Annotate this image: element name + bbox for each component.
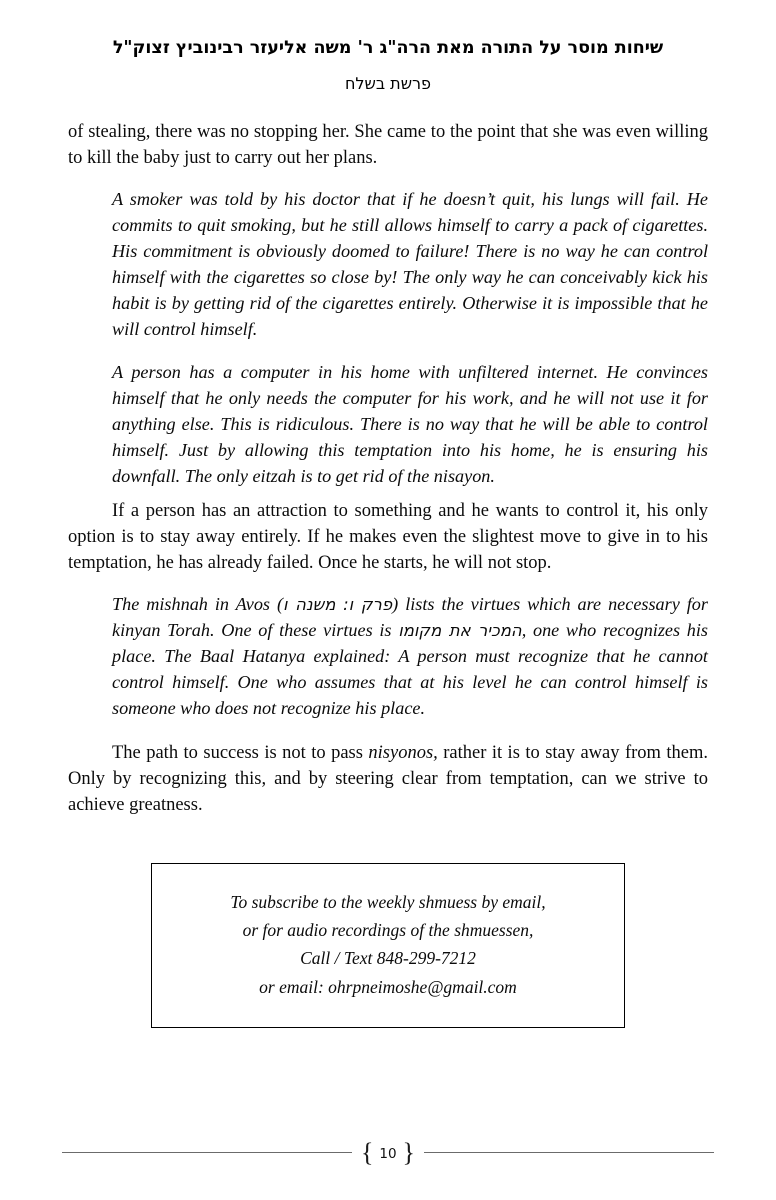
- quote-mishnah-part-c: , one who recognizes his place. The Baal Hatanya explained: A person must recognize that he cannot control himself. One who assumes that at his level he can control himself is someone who does not recognize his place.: [112, 620, 708, 718]
- page-number: 10: [379, 1146, 397, 1162]
- page-number-group: [0, 1138, 776, 1168]
- brace-left-icon: {: [361, 1138, 374, 1167]
- paragraph-opening: of stealing, there was no stopping her. She came to the point that she was even willing to kill the baby just to carry out her plans.: [68, 121, 708, 169]
- conclusion-part-b: rather it is to stay away from them. Only by recognizing this, and by steering clear from temptation, can we strive to achieve greatness.: [68, 742, 708, 816]
- conclusion-part-a: The path to success is not to pass: [112, 742, 369, 763]
- paragraph-attraction: If a person has an attraction to something and he wants to control it, his only option is to stay away entirely. If he makes even the slightest move to give in to his temptation, he has already failed. Once he starts, he will not stop.: [68, 500, 708, 574]
- conclusion-emphasis: nisyonos,: [368, 742, 438, 763]
- notice-line-2: or for audio recordings of the shmuessen,: [242, 919, 534, 940]
- notice-email[interactable]: or email: ohrpneimoshe@gmail.com: [259, 976, 517, 997]
- quote-mishnah-part-b: ) lists the virtues which are necessary for kinyan Torah. One of these virtues is: [112, 594, 708, 641]
- quote-mishnah-part-a: The mishnah in Avos (: [112, 594, 284, 615]
- page-header: [0, 0, 776, 93]
- quote-smoker: A smoker was told by his doctor that if he doesn’t quit, his lungs will fail. He commits to quit smoking, but he still allows himself to carry a pack of cigarettes. His commitment is obviously doomed to failure! There is no way he can control himself with the cigarettes so close by! The only way he can conceivably kick his habit is by getting rid of the cigarettes entirely. Otherwise it is impossible that he will control himself.: [112, 189, 708, 339]
- quote-group-examples: [68, 187, 708, 489]
- header-subtitle: פרשת בשלח: [344, 73, 432, 93]
- brace-right-icon: }: [402, 1138, 415, 1167]
- quote-mishnah-hebrew-phrase: המכיר את מקומו: [398, 621, 522, 641]
- quote-computer: A person has a computer in his home with unfiltered internet. He convinces himself that he only needs the computer for his work, and he will not use it for anything else. This is ridiculous. There is no way that he will be able to control himself. Just by allowing this temptation into his home, he is ensuring his downfall. The only eitzah is to get rid of the nisayon.: [112, 362, 708, 486]
- quote-mishnah: [112, 592, 708, 721]
- document-body: [68, 93, 708, 1028]
- header-title: שיחות מוסר על התורה מאת הרה"ג ר' משה אליעזר רבינוביץ זצוק"ל: [112, 38, 664, 58]
- notice-line-1: To subscribe to the weekly shmuess by email,: [230, 891, 546, 912]
- page-footer: [0, 1132, 776, 1172]
- quote-mishnah-hebrew-source: פרק ו: משנה ו: [283, 595, 393, 615]
- subscription-notice-box: [151, 863, 625, 1028]
- notice-phone: Call / Text 848-299-7212: [300, 948, 476, 969]
- paragraph-conclusion: [68, 740, 708, 819]
